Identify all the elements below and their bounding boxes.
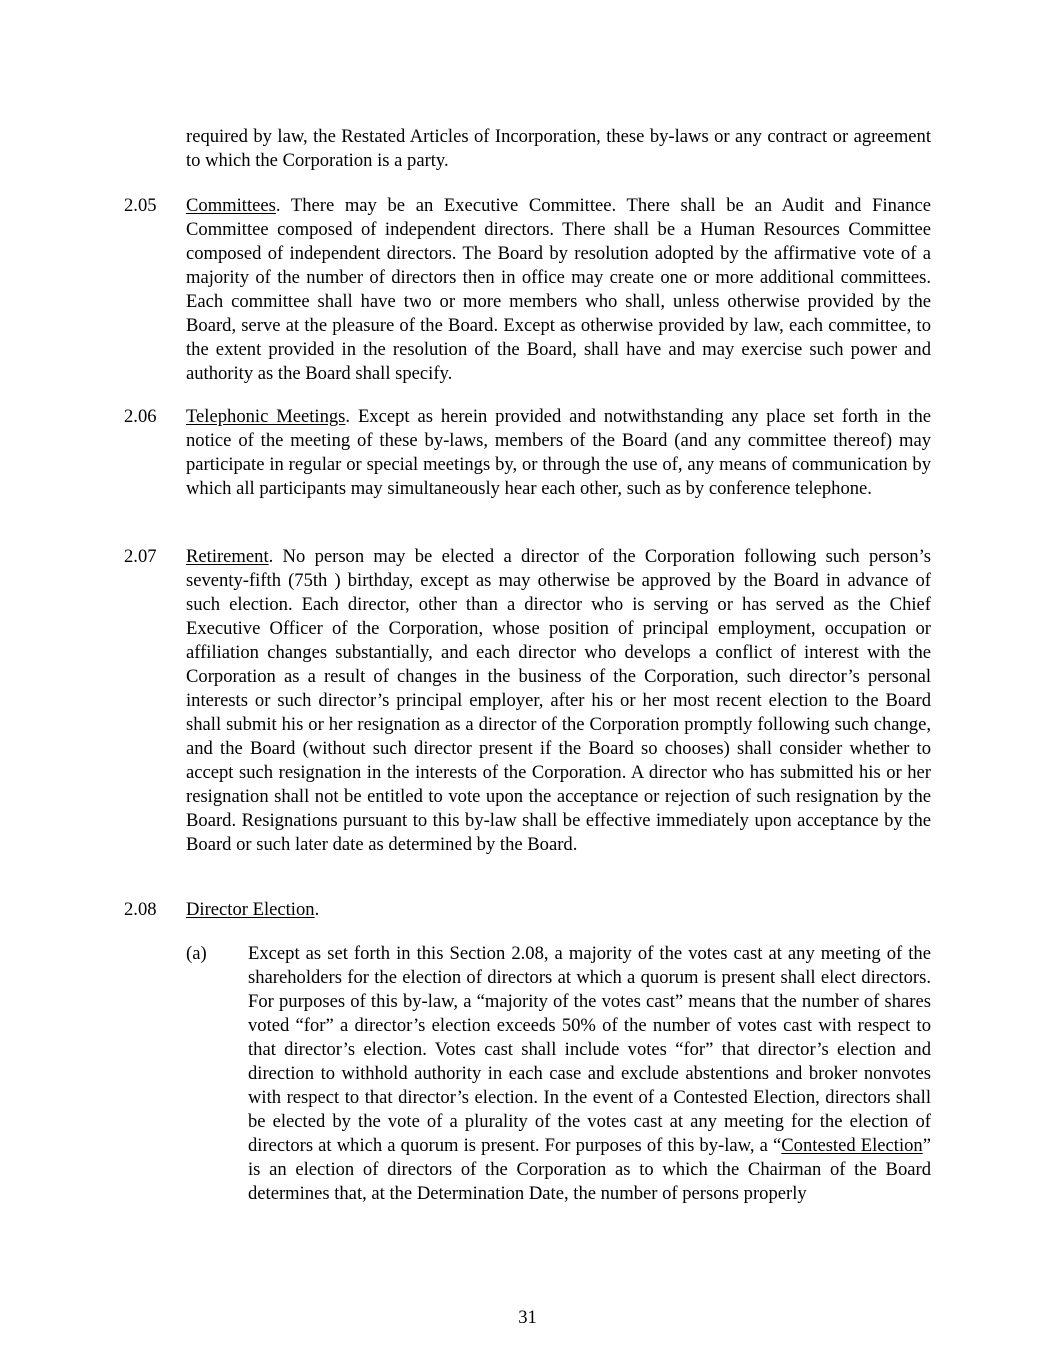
section-body: . No person may be elected a director of the Corporation following such person’s seventy-fifth (75th ) birthday, except as may otherwise be approved by the Board in advance of such election. Each director, other than a director who is serving or has served as the Chief Executive Officer of the Corporation, whose position of principal employment, occupation or affiliation changes substantially, and each director who develops a conflict of interest with the Corporation as a result of changes in the business of the Corporation, such director’s personal interests or such director’s principal employer, after his or her most recent election to the Board shall submit his or her resignation as a director of the Corporation promptly following such change, and the Board (without such director present if the Board so chooses) shall consider whether to accept such resignation in the interests of the Corporation. A director who has submitted his or her resignation shall not be entitled to vote upon the acceptance or rejection of such resignation by the Board. Resignations pursuant to this by-law shall be effective immediately upon acceptance by the Board or such later date as determined by the Board. [186,546,931,855]
page-number: 31 [518,1307,537,1328]
section-heading: Retirement [186,546,269,567]
intro-paragraph: required by law, the Restated Articles of Incorporation, these by-laws or any contract or agreement to which the Corporation is a party. [186,126,931,171]
section-body: . [314,899,320,920]
section-body: . There may be an Executive Committee. There shall be an Audit and Finance Committee composed of independent directors. There shall be a Human Resources Committee composed of independent directors. The Board by resolution adopted by the affirmative vote of a majority of the number of directors then in office may create one or more additional committees. Each committee shall have two or more members who shall, unless otherwise provided by the Board, serve at the pleasure of the Board. Except as otherwise provided by law, each committee, to the extent provided in the resolution of the Board, shall have and may exercise such power and authority as the Board shall specify. [186,195,931,384]
defined-term: Contested Election [781,1135,923,1156]
section-2-05-paragraph [186,194,931,386]
section-heading: Telephonic Meetings [186,406,346,427]
subsection-text-continued: ” is an election of directors of the Corporation as to which the Chairman of the Board determines that, at the Determination Date, the number of persons properly [248,1135,931,1204]
section-number: 2.08 [124,899,157,920]
subsection-text: Except as set forth in this Section 2.08, a majority of the votes cast at any meeting of the shareholders for the election of directors at which a quorum is present shall elect directors. For purposes of this by-law, a “majority of the votes cast” means that the number of shares voted “for” a director’s election exceeds 50% of the number of votes cast with respect to that director’s election. Votes cast shall include votes “for” that director’s election and direction to withhold authority in each case and exclude abstentions and broker nonvotes with respect to that director’s election. In the event of a Contested Election, directors shall be elected by the vote of a plurality of the votes cast at any meeting for the election of directors at which a quorum is present. For purposes of this by-law, a “ [248,943,931,1156]
section-heading: Committees [186,195,276,216]
section-2-06-paragraph [186,405,931,501]
subsection-a-paragraph [248,942,931,1206]
section-number: 2.06 [124,406,157,427]
section-body: . Except as herein provided and notwithstanding any place set forth in the notice of the meeting of these by-laws, members of the Board (and any committee thereof) may participate in regular or special meetings by, or through the use of, any means of communication by which all participants may simultaneously hear each other, such as by conference telephone. [186,406,931,499]
section-number: 2.05 [124,195,157,216]
section-2-08-heading [186,898,931,922]
section-2-07-paragraph [186,545,931,857]
section-heading: Director Election [186,899,315,920]
subsection-label: (a) [186,943,207,964]
section-number: 2.07 [124,546,157,567]
